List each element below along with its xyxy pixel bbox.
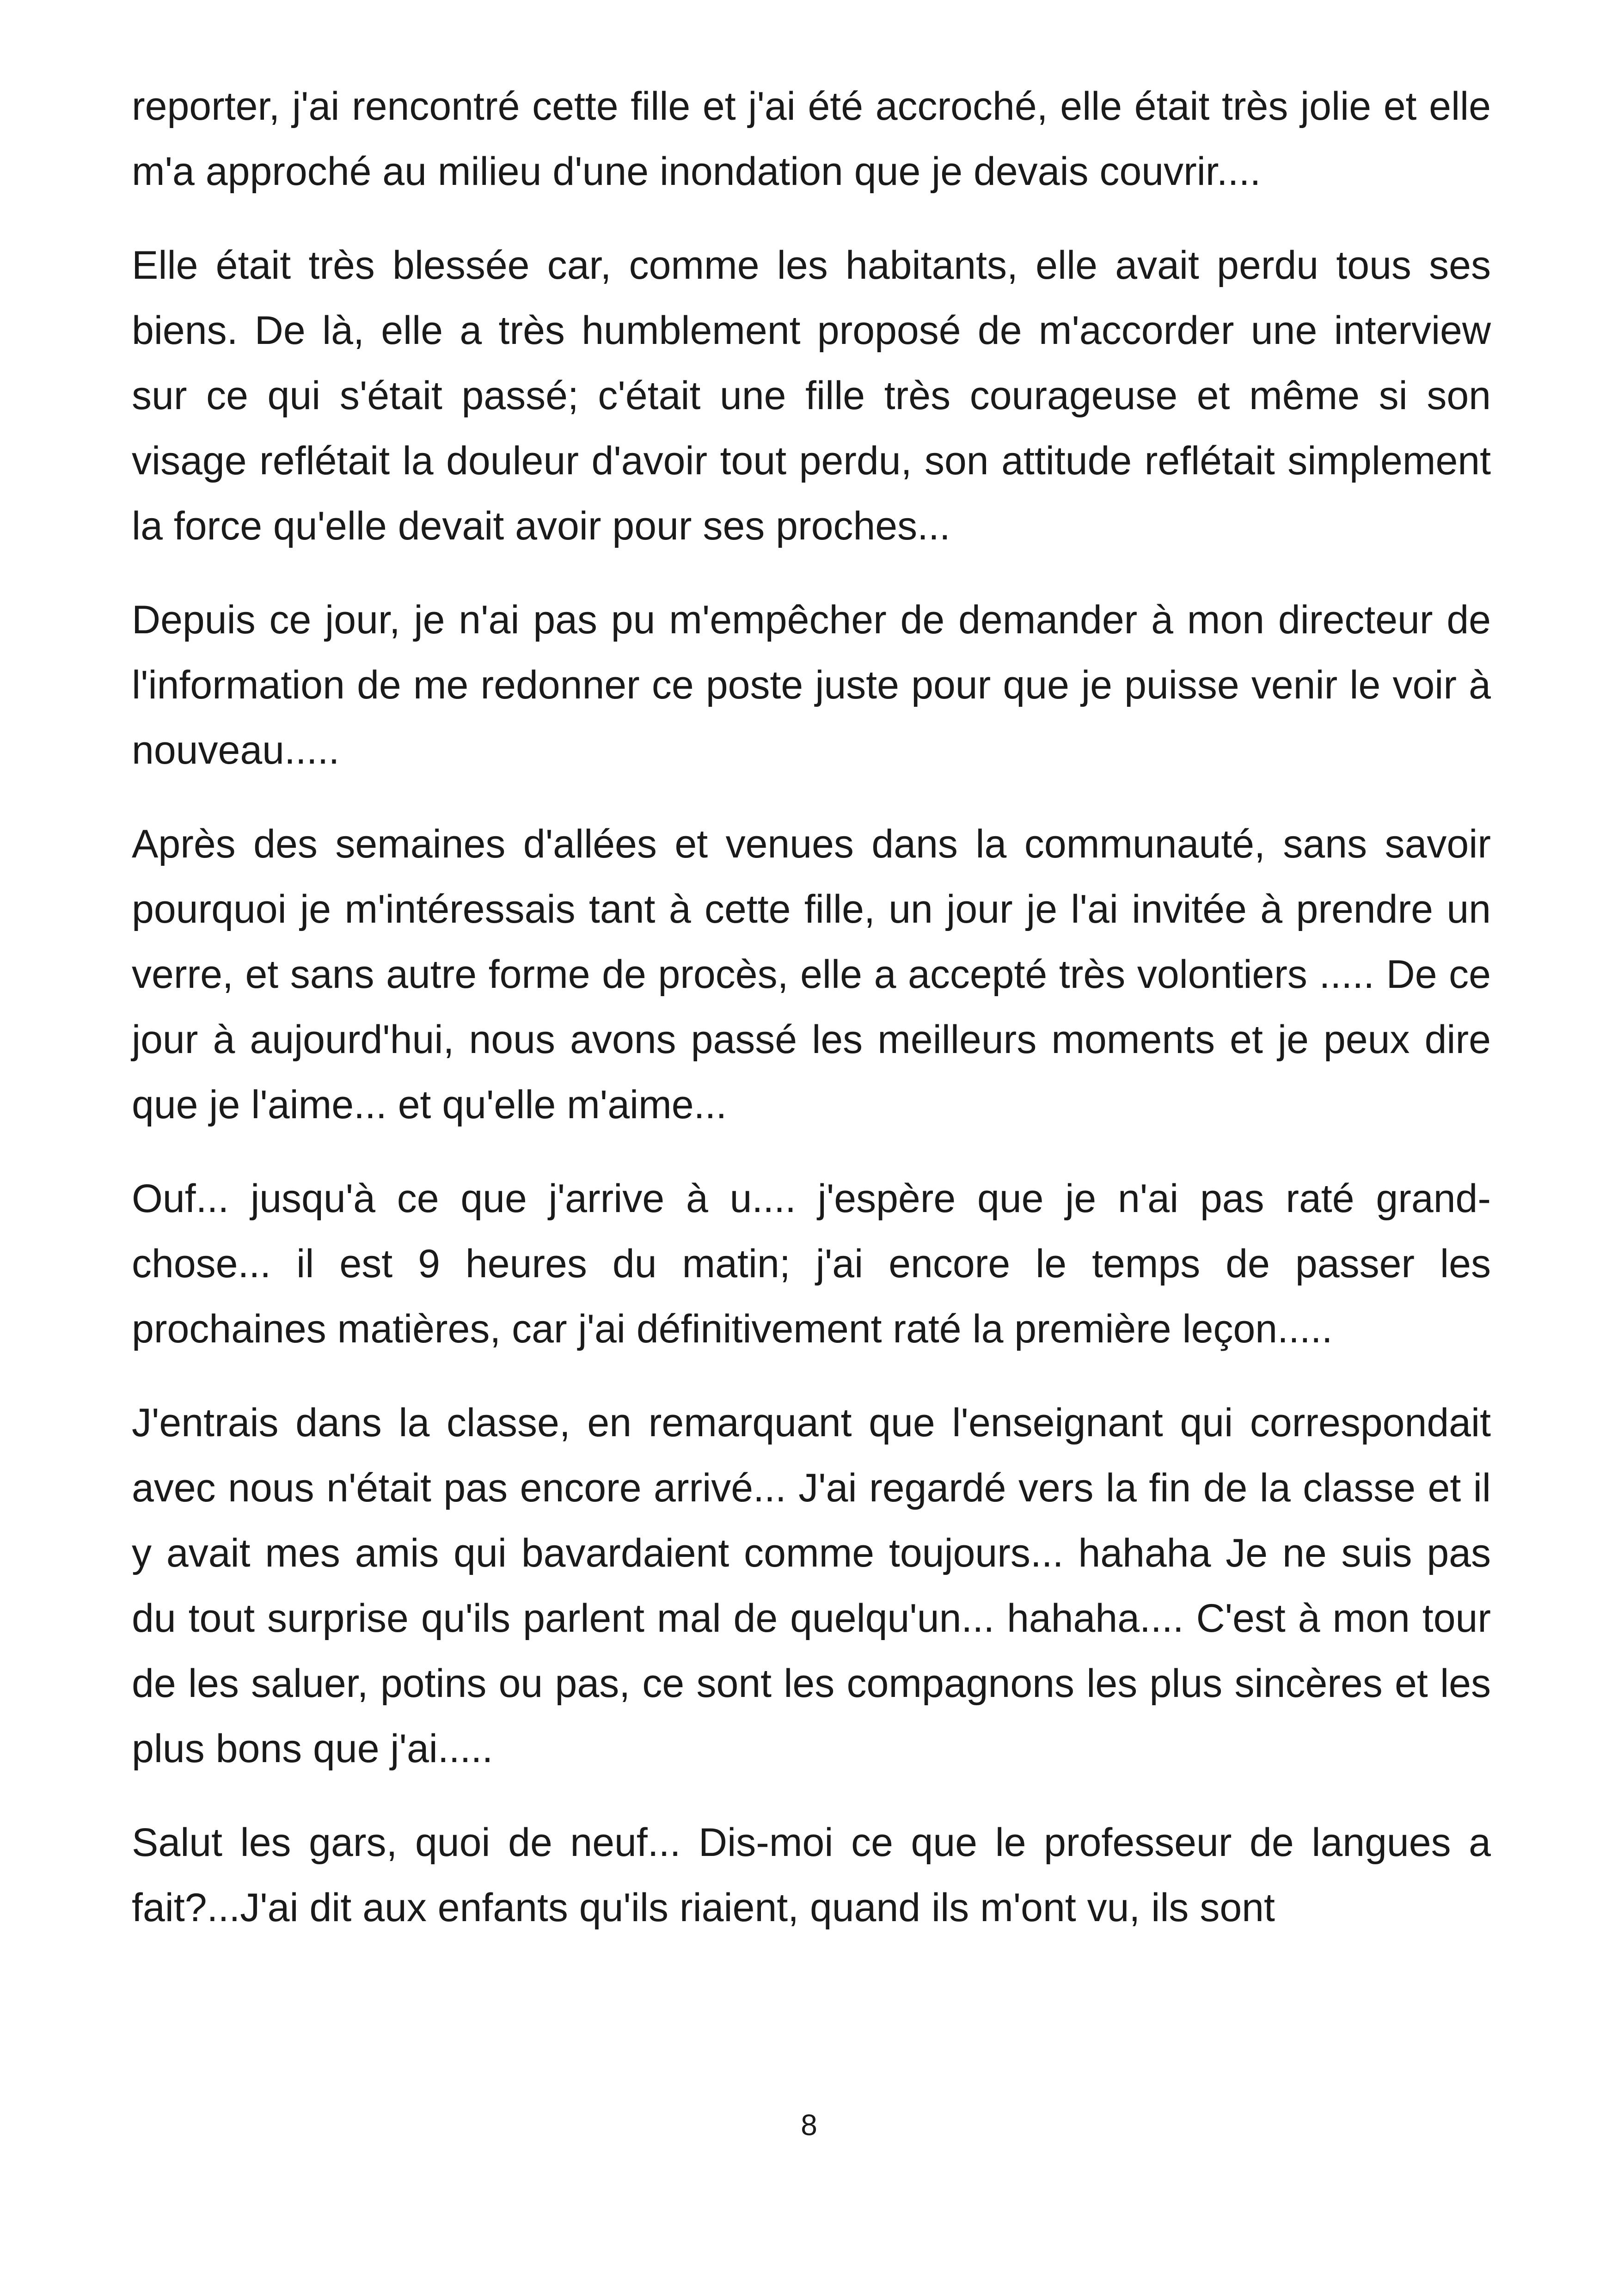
paragraph-5: Ouf... jusqu'à ce que j'arrive à u.... j'espère que je n'ai pas raté grand-chose... il est 9 heures du matin; j'ai encore le temps de passer les prochaines matières, car j'ai définitivement raté la première leçon..... bbox=[132, 1176, 1491, 1351]
page-number: 8 bbox=[801, 2108, 817, 2142]
paragraph-4: Après des semaines d'allées et venues dans la communauté, sans savoir pourquoi je m'intéressais tant à cette fille, un jour je l'ai invitée à prendre un verre, et sans autre forme de procès, elle a accepté très volontiers ..... De ce jour à aujourd'hui, nous avons passé les meilleurs moments et je peux dire que je l'aime... et qu'elle m'aime... bbox=[132, 822, 1491, 1127]
paragraph-1: reporter, j'ai rencontré cette fille et j'ai été accroché, elle était très jolie et elle m'a approché au milieu d'une inondation que je devais couvrir.... bbox=[132, 84, 1491, 194]
paragraph-6: J'entrais dans la classe, en remarquant que l'enseignant qui correspondait avec nous n'était pas encore arrivé... J'ai regardé vers la fin de la classe et il y avait mes amis qui bavardaient comme toujours... hahaha Je ne suis pas du tout surprise qu'ils parlent mal de quelqu'un... hahaha.... C'est à mon tour de les saluer, potins ou pas, ce sont les compagnons les plus sincères et les plus bons que j'ai..... bbox=[132, 1401, 1491, 1771]
paragraph-7: Salut les gars, quoi de neuf... Dis-moi ce que le professeur de langues a fait?...J'ai dit aux enfants qu'ils riaient, quand ils m'ont vu, ils sont bbox=[132, 1820, 1491, 1930]
paragraph-3: Depuis ce jour, je n'ai pas pu m'empêcher de demander à mon directeur de l'information de me redonner ce poste juste pour que je puisse venir le voir à nouveau..... bbox=[132, 598, 1491, 772]
body-text bbox=[132, 74, 1491, 1941]
paragraph-2: Elle était très blessée car, comme les habitants, elle avait perdu tous ses biens. De là, elle a très humblement proposé de m'accorder une interview sur ce qui s'était passé; c'était une fille très courageuse et même si son visage reflétait la douleur d'avoir tout perdu, son attitude reflétait simplement la force qu'elle devait avoir pour ses proches... bbox=[132, 243, 1491, 548]
